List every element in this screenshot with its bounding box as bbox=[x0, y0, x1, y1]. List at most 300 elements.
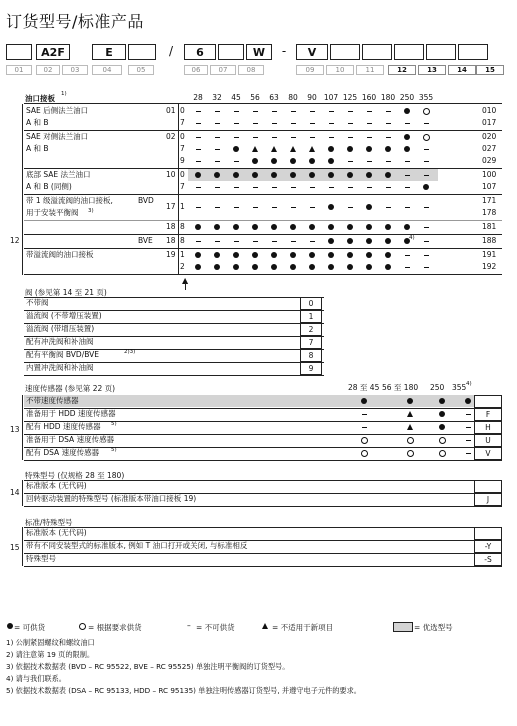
port-row-divider bbox=[24, 274, 502, 275]
available-dot-icon bbox=[423, 184, 429, 190]
availability-mark bbox=[416, 144, 436, 154]
standard-code-box: -S bbox=[474, 553, 502, 566]
special-row-line bbox=[24, 480, 502, 481]
availability-mark bbox=[340, 222, 360, 232]
availability-mark bbox=[283, 250, 303, 260]
speed-col-header: 250 bbox=[430, 383, 445, 392]
available-dot-icon bbox=[290, 264, 296, 270]
availability-mark bbox=[188, 250, 208, 260]
availability-mark bbox=[359, 236, 379, 246]
speed-col-header: 56 至 180 bbox=[382, 383, 419, 392]
availability-mark bbox=[340, 156, 360, 166]
not-available-dash-icon bbox=[367, 123, 372, 124]
availability-mark bbox=[302, 118, 322, 128]
port-row-label: SAE 后侧法兰油口 bbox=[26, 106, 89, 115]
position-number: 12 bbox=[388, 65, 416, 75]
speed-row-line-end bbox=[24, 460, 502, 461]
availability-mark bbox=[416, 132, 436, 142]
position-number: 06 bbox=[184, 65, 208, 75]
available-dot-icon bbox=[7, 623, 13, 629]
port-row-label: SAE 对侧法兰油口 bbox=[26, 132, 89, 141]
availability-mark bbox=[432, 435, 452, 445]
available-dot-icon bbox=[271, 172, 277, 178]
availability-mark bbox=[340, 106, 360, 116]
port-section-title: 油口接板 bbox=[25, 94, 55, 103]
speed-col-note: 4) bbox=[466, 381, 472, 387]
order-code-box bbox=[330, 44, 360, 60]
not-available-dash-icon bbox=[348, 111, 353, 112]
availability-mark bbox=[302, 262, 322, 272]
order-code-box bbox=[458, 44, 488, 60]
valve-row-line-end bbox=[24, 375, 324, 376]
not-available-dash-icon bbox=[386, 123, 391, 124]
availability-mark bbox=[340, 262, 360, 272]
not-available-dash-icon bbox=[291, 187, 296, 188]
availability-mark bbox=[359, 222, 379, 232]
availability-mark bbox=[283, 262, 303, 272]
speed-col-header: 28 至 45 bbox=[348, 383, 380, 392]
availability-mark bbox=[283, 182, 303, 192]
availability-mark bbox=[207, 132, 227, 142]
availability-mark bbox=[283, 118, 303, 128]
available-dot-icon bbox=[195, 252, 201, 258]
available-dot-icon bbox=[347, 238, 353, 244]
available-dot-icon bbox=[366, 204, 372, 210]
available-dot-icon bbox=[328, 204, 334, 210]
available-dot-icon bbox=[347, 264, 353, 270]
not-available-dash-icon bbox=[291, 123, 296, 124]
not-available-dash-icon bbox=[405, 267, 410, 268]
not-available-dash-icon bbox=[367, 111, 372, 112]
arrow-line bbox=[185, 283, 186, 290]
availability-mark bbox=[397, 118, 417, 128]
not-available-dash-icon bbox=[367, 187, 372, 188]
availability-mark bbox=[397, 182, 417, 192]
not-for-new-triangle-icon bbox=[271, 146, 277, 152]
availability-mark bbox=[378, 202, 398, 212]
available-dot-icon bbox=[214, 252, 220, 258]
group-number: 14 bbox=[10, 488, 20, 497]
availability-mark bbox=[264, 156, 284, 166]
availability-mark bbox=[321, 250, 341, 260]
not-available-dash-icon bbox=[253, 111, 258, 112]
available-dot-icon bbox=[290, 172, 296, 178]
availability-mark bbox=[321, 132, 341, 142]
availability-mark bbox=[283, 222, 303, 232]
standard-code-box bbox=[474, 527, 502, 540]
availability-mark bbox=[397, 144, 417, 154]
availability-mark bbox=[359, 262, 379, 272]
not-available-dash-icon bbox=[196, 161, 201, 162]
not-available-dash-icon bbox=[196, 207, 201, 208]
availability-mark bbox=[340, 202, 360, 212]
port-output-code: 027 bbox=[482, 144, 497, 153]
group-number: 12 bbox=[10, 236, 20, 245]
speed-code-box bbox=[474, 395, 502, 408]
availability-mark bbox=[283, 156, 303, 166]
availability-mark bbox=[188, 202, 208, 212]
valve-code-box: 1 bbox=[300, 310, 322, 323]
available-dot-icon bbox=[252, 224, 258, 230]
available-dot-icon bbox=[309, 172, 315, 178]
speed-row-label: 不带速度传感器 bbox=[26, 396, 79, 405]
legend-preferred: = 优选型号 bbox=[414, 623, 453, 632]
valve-code-box: 8 bbox=[300, 349, 322, 362]
availability-mark bbox=[226, 106, 246, 116]
availability-mark bbox=[264, 182, 284, 192]
available-dot-icon bbox=[328, 252, 334, 258]
size-header: 45 bbox=[231, 93, 241, 102]
available-dot-icon bbox=[309, 264, 315, 270]
availability-mark bbox=[321, 144, 341, 154]
valve-section-title: 阀 (参见第 14 至 21 页) bbox=[25, 288, 107, 297]
not-available-dash-icon bbox=[272, 123, 277, 124]
footnote: 2) 请注意第 19 页的限制。 bbox=[6, 650, 95, 659]
valve-row-line bbox=[24, 297, 324, 298]
available-dot-icon bbox=[252, 172, 258, 178]
order-code-box: W bbox=[246, 44, 272, 60]
availability-mark bbox=[226, 170, 246, 180]
on-request-ring-icon bbox=[423, 108, 430, 115]
availability-mark bbox=[226, 222, 246, 232]
not-available-dash-icon bbox=[234, 207, 239, 208]
availability-mark bbox=[321, 202, 341, 212]
availability-mark bbox=[283, 132, 303, 142]
not-available-dash-icon bbox=[424, 149, 429, 150]
availability-mark bbox=[340, 132, 360, 142]
availability-mark bbox=[432, 422, 452, 432]
arrow-marker: ▲ bbox=[182, 276, 189, 285]
standard-row-line bbox=[24, 527, 502, 528]
availability-mark bbox=[321, 170, 341, 180]
not-available-dash-icon bbox=[348, 123, 353, 124]
not-available-dash-icon bbox=[196, 187, 201, 188]
position-number: 04 bbox=[92, 65, 122, 75]
availability-mark bbox=[264, 236, 284, 246]
availability-mark bbox=[245, 132, 265, 142]
availability-mark bbox=[321, 106, 341, 116]
port-output-code: 017 bbox=[482, 118, 497, 127]
availability-mark bbox=[245, 182, 265, 192]
size-header: 32 bbox=[212, 93, 222, 102]
speed-code-box: F bbox=[474, 408, 502, 421]
not-available-dash-icon bbox=[291, 137, 296, 138]
availability-mark bbox=[416, 118, 436, 128]
not-available-dash-icon bbox=[215, 137, 220, 138]
availability-mark bbox=[321, 156, 341, 166]
port-number: 17 bbox=[166, 202, 176, 211]
on-request-ring-icon bbox=[439, 437, 446, 444]
special-row-line-end bbox=[24, 506, 502, 507]
not-available-dash-icon bbox=[215, 123, 220, 124]
not-available-dash-icon bbox=[424, 267, 429, 268]
available-dot-icon bbox=[290, 252, 296, 258]
availability-mark bbox=[321, 262, 341, 272]
group-number: 13 bbox=[10, 425, 20, 434]
size-header: 180 bbox=[380, 93, 396, 102]
availability-mark bbox=[340, 250, 360, 260]
speed-row-note: 5) bbox=[111, 421, 117, 427]
not-available-dash-icon bbox=[424, 161, 429, 162]
availability-mark bbox=[416, 250, 436, 260]
not-available-dash-icon bbox=[424, 255, 429, 256]
availability-mark bbox=[397, 202, 417, 212]
not-available-dash-icon bbox=[234, 241, 239, 242]
port-output-code: 107 bbox=[482, 182, 497, 191]
availability-mark bbox=[245, 156, 265, 166]
available-dot-icon bbox=[385, 252, 391, 258]
available-dot-icon bbox=[309, 224, 315, 230]
availability-mark bbox=[245, 236, 265, 246]
available-dot-icon bbox=[385, 264, 391, 270]
available-dot-icon bbox=[385, 224, 391, 230]
order-code-box: V bbox=[296, 44, 328, 60]
not-available-dash-icon bbox=[424, 241, 429, 242]
group-bracket-13 bbox=[22, 395, 23, 460]
availability-mark bbox=[207, 262, 227, 272]
availability-mark bbox=[432, 409, 452, 419]
not-available-dash-icon bbox=[329, 123, 334, 124]
size-header: 355 bbox=[418, 93, 434, 102]
sub-code: 8 bbox=[180, 222, 185, 231]
not-available-dash-icon bbox=[196, 111, 201, 112]
position-number: 15 bbox=[476, 65, 504, 75]
position-number: 05 bbox=[128, 65, 154, 75]
valve-code-box: 9 bbox=[300, 362, 322, 375]
availability-mark bbox=[416, 182, 436, 192]
availability-mark bbox=[359, 144, 379, 154]
port-output-code: 100 bbox=[482, 170, 497, 179]
port-sub-divider bbox=[178, 104, 179, 274]
not-available-dash-icon bbox=[310, 187, 315, 188]
availability-mark bbox=[264, 222, 284, 232]
not-available-dash-icon bbox=[234, 187, 239, 188]
standard-code-box: -Y bbox=[474, 540, 502, 553]
availability-mark bbox=[416, 222, 436, 232]
port-row-divider bbox=[24, 220, 502, 221]
not-available-dash-icon bbox=[253, 123, 258, 124]
availability-mark bbox=[432, 448, 452, 458]
not-available-dash-icon bbox=[253, 137, 258, 138]
not-available-dash-icon bbox=[424, 175, 429, 176]
not-available-dash-icon bbox=[272, 207, 277, 208]
size-header: 250 bbox=[399, 93, 415, 102]
availability-mark bbox=[340, 182, 360, 192]
port-output-code: 178 bbox=[482, 208, 497, 217]
not-available-dash-icon bbox=[215, 207, 220, 208]
availability-mark bbox=[264, 170, 284, 180]
not-available-dash-icon bbox=[405, 175, 410, 176]
not-available-dash-icon bbox=[386, 207, 391, 208]
legend-on-request: = 根据要求供货 bbox=[88, 623, 142, 632]
available-dot-icon bbox=[465, 398, 471, 404]
position-number: 09 bbox=[296, 65, 324, 75]
available-dot-icon bbox=[195, 224, 201, 230]
port-output-code: 192 bbox=[482, 262, 497, 271]
page-title: 订货型号/标准产品 bbox=[6, 12, 144, 31]
not-available-dash-icon bbox=[367, 137, 372, 138]
valve-row-note: 2)3) bbox=[124, 349, 136, 355]
speed-code-box: H bbox=[474, 421, 502, 434]
available-dot-icon bbox=[309, 252, 315, 258]
available-dot-icon bbox=[347, 172, 353, 178]
not-available-dash-icon bbox=[291, 111, 296, 112]
available-dot-icon bbox=[214, 224, 220, 230]
not-available-dash-icon bbox=[253, 241, 258, 242]
not-available-dash-icon bbox=[405, 187, 410, 188]
not-available-dash-icon bbox=[310, 241, 315, 242]
availability-mark bbox=[378, 118, 398, 128]
availability-mark bbox=[207, 144, 227, 154]
port-row-label: 带溢流阀的油口接板 bbox=[26, 250, 94, 259]
port-row-note: 3) bbox=[88, 208, 94, 214]
availability-mark bbox=[245, 250, 265, 260]
on-request-ring-icon bbox=[361, 437, 368, 444]
on-request-ring-icon bbox=[407, 450, 414, 457]
speed-row-label: 准备用于 HDD 速度传感器 bbox=[26, 409, 116, 418]
order-code-box: 6 bbox=[184, 44, 216, 60]
standard-row-line-end bbox=[24, 566, 502, 567]
special-code-box bbox=[474, 480, 502, 493]
footnote: 3) 依据技术数据表 (BVD – RC 95522, BVE – RC 95525) 单独注明平衡阀的订货型号。 bbox=[6, 662, 290, 671]
position-number: 08 bbox=[238, 65, 264, 75]
port-row-divider bbox=[24, 130, 502, 131]
sub-code: 7 bbox=[180, 118, 185, 127]
not-available-dash-icon bbox=[291, 241, 296, 242]
availability-mark bbox=[226, 262, 246, 272]
legend-dash-sign: – bbox=[187, 621, 191, 630]
sub-code: 2 bbox=[180, 262, 185, 271]
port-output-code: 171 bbox=[482, 196, 497, 205]
valve-row-label: 不带阀 bbox=[26, 298, 49, 307]
not-available-dash-icon bbox=[310, 123, 315, 124]
available-dot-icon bbox=[366, 146, 372, 152]
not-available-dash-icon bbox=[253, 207, 258, 208]
availability-mark bbox=[416, 156, 436, 166]
not-available-dash-icon bbox=[196, 123, 201, 124]
availability-mark bbox=[302, 182, 322, 192]
sub-code: 0 bbox=[180, 106, 185, 115]
availability-mark bbox=[400, 435, 420, 445]
port-number: 19 bbox=[166, 250, 176, 259]
availability-mark bbox=[400, 396, 420, 406]
availability-mark bbox=[397, 170, 417, 180]
special-code-box: J bbox=[474, 493, 502, 506]
special-section-title: 特殊型号 (仅规格 28 至 180) bbox=[25, 471, 125, 480]
availability-mark bbox=[354, 422, 374, 432]
not-for-new-triangle-icon bbox=[407, 411, 413, 417]
port-number: 18 bbox=[166, 236, 176, 245]
not-for-new-triangle-icon bbox=[309, 146, 315, 152]
speed-row-label: 配有 DSA 速度传感器 bbox=[26, 448, 100, 457]
availability-mark bbox=[321, 182, 341, 192]
available-dot-icon bbox=[328, 238, 334, 244]
availability-mark bbox=[400, 448, 420, 458]
port-output-code: 029 bbox=[482, 156, 497, 165]
standard-row-label: 带有不同安装型式的标准版本, 例如 T 油口打开或关闭, 与标准相反 bbox=[26, 541, 248, 550]
available-dot-icon bbox=[233, 252, 239, 258]
standard-section-title: 标准/特殊型号 bbox=[25, 518, 73, 527]
not-available-dash-icon bbox=[466, 427, 471, 428]
valve-code-box: 0 bbox=[300, 297, 322, 310]
availability-mark bbox=[188, 262, 208, 272]
port-output-code: 188 bbox=[482, 236, 497, 245]
availability-mark bbox=[264, 144, 284, 154]
available-dot-icon bbox=[271, 158, 277, 164]
sub-code: 7 bbox=[180, 182, 185, 191]
availability-mark bbox=[397, 132, 417, 142]
legend-not-new: = 不适用于新项目 bbox=[272, 623, 334, 632]
availability-mark bbox=[207, 202, 227, 212]
availability-mark bbox=[321, 118, 341, 128]
available-dot-icon bbox=[439, 411, 445, 417]
availability-mark bbox=[188, 182, 208, 192]
port-row-label: 底部 SAE 法兰油口 bbox=[26, 170, 91, 179]
valve-code-box: 2 bbox=[300, 323, 322, 336]
group-bracket-14 bbox=[22, 480, 23, 506]
not-for-new-triangle-icon bbox=[290, 146, 296, 152]
availability-mark bbox=[207, 222, 227, 232]
not-available-dash-icon bbox=[196, 149, 201, 150]
availability-mark bbox=[207, 236, 227, 246]
available-dot-icon bbox=[195, 264, 201, 270]
availability-mark bbox=[264, 132, 284, 142]
preferred-row-shade bbox=[24, 395, 502, 407]
available-dot-icon bbox=[252, 264, 258, 270]
valve-row-label: 溢流阀 (不带增压装置) bbox=[26, 311, 102, 320]
available-dot-icon bbox=[290, 158, 296, 164]
size-header: 125 bbox=[342, 93, 358, 102]
availability-mark bbox=[207, 106, 227, 116]
availability-mark bbox=[188, 156, 208, 166]
availability-mark bbox=[226, 236, 246, 246]
not-available-dash-icon bbox=[215, 241, 220, 242]
footnote: 1) 公制紧固螺纹和螺纹油口 bbox=[6, 638, 95, 647]
availability-mark bbox=[188, 132, 208, 142]
availability-mark bbox=[283, 144, 303, 154]
available-dot-icon bbox=[328, 264, 334, 270]
availability-mark bbox=[359, 118, 379, 128]
not-available-dash-icon bbox=[272, 137, 277, 138]
not-available-dash-icon bbox=[234, 123, 239, 124]
group-bracket-15 bbox=[22, 527, 23, 566]
not-available-dash-icon bbox=[234, 137, 239, 138]
on-request-ring-icon bbox=[361, 450, 368, 457]
not-for-new-triangle-icon bbox=[407, 424, 413, 430]
not-available-dash-icon bbox=[234, 161, 239, 162]
order-code-box bbox=[426, 44, 456, 60]
port-output-code: 020 bbox=[482, 132, 497, 141]
not-available-dash-icon bbox=[291, 207, 296, 208]
position-number: 01 bbox=[6, 65, 32, 75]
port-number: 02 bbox=[166, 132, 176, 141]
availability-mark bbox=[416, 170, 436, 180]
availability-mark bbox=[226, 250, 246, 260]
availability-mark bbox=[378, 156, 398, 166]
available-dot-icon bbox=[214, 264, 220, 270]
sub-code: 0 bbox=[180, 132, 185, 141]
availability-mark bbox=[354, 435, 374, 445]
availability-mark bbox=[359, 182, 379, 192]
available-dot-icon bbox=[439, 424, 445, 430]
availability-mark bbox=[302, 202, 322, 212]
on-request-ring-icon bbox=[407, 437, 414, 444]
availability-mark bbox=[283, 170, 303, 180]
not-available-dash-icon bbox=[424, 227, 429, 228]
valve-row-label: 配有平衡阀 BVD/BVE bbox=[26, 350, 100, 359]
not-available-dash-icon bbox=[215, 161, 220, 162]
not-available-dash-icon bbox=[348, 137, 353, 138]
